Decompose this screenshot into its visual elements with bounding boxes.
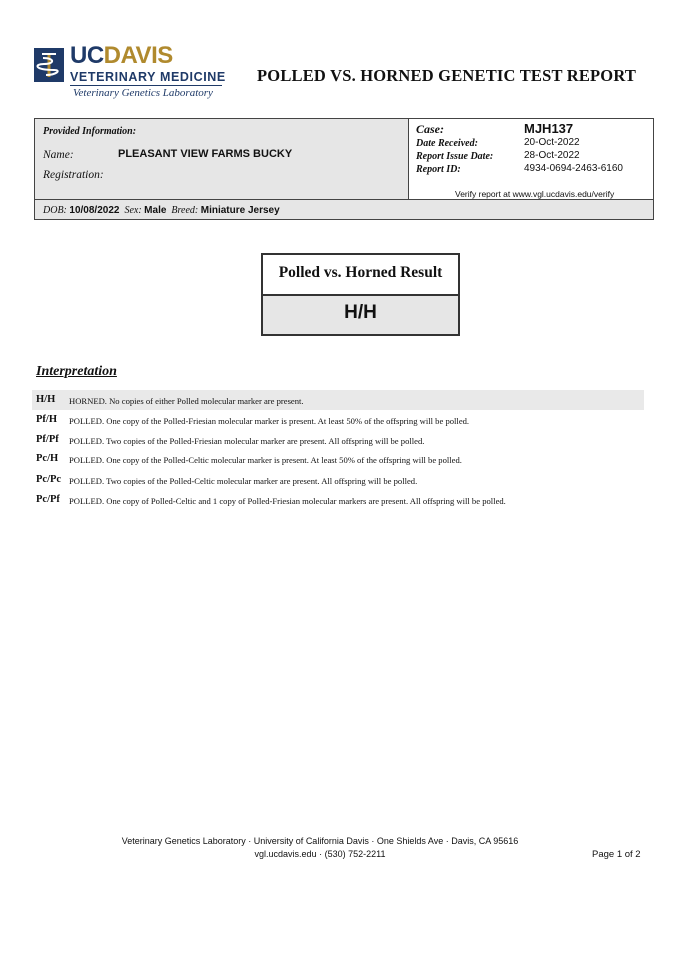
- date-received-label: Date Received:: [416, 138, 478, 149]
- genotype-code: Pc/Pc: [36, 474, 62, 485]
- result-divider: [263, 294, 458, 296]
- genotype-description: POLLED. Two copies of the Polled-Celtic molecular marker are present. All offspring will be polled.: [69, 476, 418, 486]
- result-value: H/H: [344, 302, 377, 323]
- logo-lab-name: Veterinary Genetics Laboratory: [73, 87, 213, 99]
- sex-label: Sex:: [124, 205, 142, 216]
- report-issue-date-value: 28-Oct-2022: [524, 150, 580, 161]
- page-number: Page 1 of 2: [592, 849, 641, 860]
- info-divider-horizontal: [35, 199, 653, 200]
- logo-davis: DAVIS: [103, 42, 173, 69]
- genotype-code: H/H: [36, 394, 56, 405]
- info-divider-vertical: [408, 119, 409, 200]
- report-issue-date-label: Report Issue Date:: [416, 151, 494, 162]
- logo-veterinary-medicine: VETERINARY MEDICINE: [70, 70, 226, 84]
- logo-divider: [70, 85, 222, 86]
- breed-value: Miniature Jersey: [200, 205, 280, 216]
- ucdavis-shield-icon: [34, 48, 64, 82]
- footer-contact: vgl.ucdavis.edu · (530) 752-2211: [254, 849, 386, 859]
- logo-wordmark: [70, 44, 173, 68]
- dob-value: 10/08/2022: [69, 205, 120, 216]
- result-heading: Polled vs. Horned Result: [278, 264, 443, 281]
- report-id-value: 4934-0694-2463-6160: [524, 163, 623, 174]
- date-received-value: 20-Oct-2022: [524, 137, 580, 148]
- sex-value: Male: [144, 205, 167, 216]
- report-id-label: Report ID:: [416, 164, 461, 175]
- genotype-description: POLLED. One copy of the Polled-Friesian molecular marker is present. At least 50% of the offspring will be polled.: [69, 416, 470, 426]
- dob-label: DOB:: [43, 205, 67, 216]
- genotype-description: POLLED. One copy of Polled-Celtic and 1 copy of Polled-Friesian molecular markers are present. All offspring will be polled.: [69, 496, 506, 506]
- interpretation-title: Interpretation: [36, 364, 117, 379]
- logo-uc: UC: [70, 42, 104, 69]
- registration-label: Registration:: [43, 169, 104, 181]
- verify-link[interactable]: Verify report at www.vgl.ucdavis.edu/verify: [455, 189, 615, 199]
- case-value: MJH137: [524, 121, 574, 136]
- provided-info-label: Provided Information:: [43, 126, 137, 137]
- genotype-code: Pc/Pf: [36, 494, 60, 505]
- case-label: Case:: [416, 122, 444, 136]
- breed-label: Breed:: [171, 205, 199, 216]
- footer-address: Veterinary Genetics Laboratory · University of California Davis · One Shields Ave · Davis, CA 95616: [121, 836, 519, 846]
- genotype-code: Pc/H: [36, 453, 59, 464]
- genotype-code: Pf/H: [36, 414, 57, 425]
- genotype-code: Pf/Pf: [36, 434, 59, 445]
- genotype-description: POLLED. One copy of the Polled-Celtic molecular marker is present. At least 50% of the offspring will be polled.: [69, 455, 462, 465]
- genotype-description: POLLED. Two copies of the Polled-Friesian molecular marker are present. All offspring will be polled.: [69, 436, 425, 446]
- name-label: Name:: [43, 149, 74, 161]
- genotype-description: HORNED. No copies of either Polled molecular marker are present.: [69, 396, 304, 406]
- animal-details: [43, 205, 280, 216]
- report-title: POLLED VS. HORNED GENETIC TEST REPORT: [257, 66, 637, 85]
- name-value: PLEASANT VIEW FARMS BUCKY: [118, 148, 293, 160]
